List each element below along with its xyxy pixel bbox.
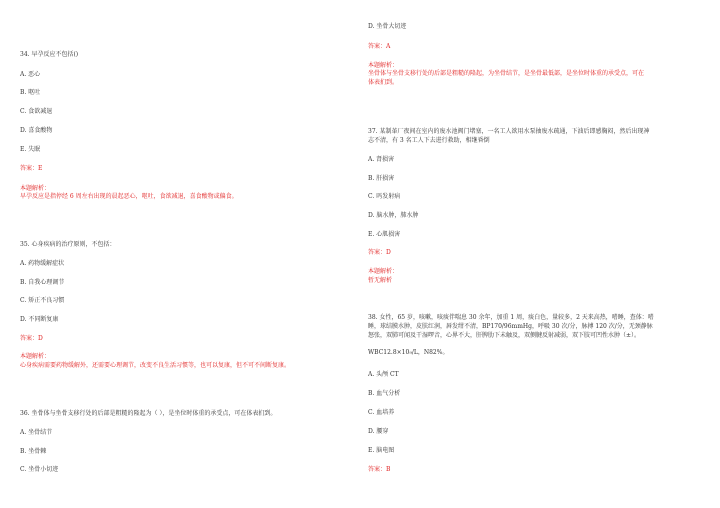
q38-option-e: E. 脑电图 — [368, 447, 395, 454]
q37-option-a: A. 肾损害 — [368, 156, 395, 163]
question-38-stem-line-3: 怒张，双肺可闻及干湿啰音，心界不大，肝脾肋下未触及，双侧腱反射减弱，双下肢可凹性水肿（±）。 — [368, 332, 641, 339]
question-37-stem-line-1: 37. 某制革厂夜间在室内的废水池阀门堵塞，一名工人欲用水泵抽废水疏通，下油后即感胸闷，然后出现神 — [368, 128, 650, 135]
question-37-stem-line-2: 志不清，有 3 名工人下去进行救助，相继昏倒 — [368, 137, 490, 144]
q38-lab-exponent: 9 — [409, 350, 412, 355]
q38-option-c: C. 血培养 — [368, 409, 395, 416]
q36-answer: 答案：A — [368, 43, 391, 50]
q37-analysis: 暂无解析 — [368, 277, 393, 284]
q34-option-d: D. 喜食酸物 — [20, 127, 53, 134]
q35-option-c: C. 矫正不良习惯 — [20, 297, 65, 304]
q34-option-e: E. 失眠 — [20, 146, 41, 153]
q36-option-a: A. 坐骨结节 — [20, 429, 53, 436]
right-column — [368, 0, 698, 508]
q34-option-c: C. 食欲减退 — [20, 108, 53, 115]
q36-analysis-line-1: 坐骨体与坐骨支移行处的后部是粗糙的隆起，为坐骨结节，是坐骨最低部，是坐位时体重的承受点，可在 — [368, 70, 645, 77]
question-35-stem: 35. 心身疾病的治疗原则，不包括： — [20, 241, 116, 248]
q36-option-c: C. 坐骨小切迹 — [20, 466, 59, 473]
question-36-stem: 36. 坐骨体与坐骨支移行处的后部是粗糙的隆起为（ ），是坐位时体重的承受点，可在体表扪到。 — [20, 410, 277, 417]
q35-option-b: B. 自我心理调节 — [20, 279, 65, 286]
q38-option-d: D. 腰穿 — [368, 428, 389, 435]
q38-lab-pre: WBC12.8×10 — [368, 349, 410, 356]
q38-answer: 答案：B — [368, 466, 391, 473]
question-34-stem: 34. 早孕反应不包括() — [20, 51, 79, 58]
q37-option-b: B. 肝损害 — [368, 175, 395, 182]
q34-analysis: 早孕反应是指停经 6 周左右出现的晨起恶心，呕吐，食欲减退，喜食酸物或偏食。 — [20, 193, 238, 200]
q35-analysis: 心身疾病需要药物缓解外，还需要心理调节，改变不良生活习惯等，也可以复康，但不可不间断复康。 — [20, 362, 291, 369]
q36-option-b: B. 坐骨棘 — [20, 448, 47, 455]
q37-option-c: C. 吗发射病 — [368, 193, 401, 200]
q34-option-b: B. 呕吐 — [20, 89, 41, 96]
q35-option-a: A. 药物缓解症状 — [20, 260, 65, 267]
q36-analysis-line-2: 体表扪到。 — [368, 79, 399, 86]
q38-option-b: B. 血气分析 — [368, 390, 401, 397]
question-38-stem-line-1: 38. 女性，65 岁，咳嗽，咳痰伴喘息 30 余年，加重 1 周，痰白色，量较多，2 天来高热，嗜睡，查体：嗜 — [368, 314, 654, 321]
q37-option-d: D. 脑水肿，肺水肿 — [368, 212, 419, 219]
q34-option-a: A. 恶心 — [20, 71, 41, 78]
q35-answer: 答案：D — [20, 335, 43, 342]
q34-analysis-title: 本题解析： — [20, 185, 51, 192]
q37-option-e: E. 心肌损害 — [368, 231, 401, 238]
q37-analysis-title: 本题解析： — [368, 268, 399, 275]
q34-answer: 答案：E — [20, 165, 43, 172]
q36-analysis-title: 本题解析： — [368, 62, 399, 69]
q38-lab-post: /L，N82%。 — [411, 349, 449, 356]
q38-option-a: A. 头颅 CT — [368, 371, 399, 378]
question-38-stem-line-2: 睡，球结膜水肿，皮肤红润，唇发绀不清，BP170/96mmHg，呼吸 30 次/分，脉搏 120 次/分，无颈静脉 — [368, 323, 653, 330]
q35-analysis-title: 本题解析： — [20, 353, 51, 360]
left-column — [20, 0, 350, 508]
q37-answer: 答案：D — [368, 249, 391, 256]
q38-lab-values — [368, 348, 698, 357]
q36-option-d: D. 坐骨大切迹 — [368, 23, 407, 30]
q35-option-d: D. 不同断复康 — [20, 316, 59, 323]
